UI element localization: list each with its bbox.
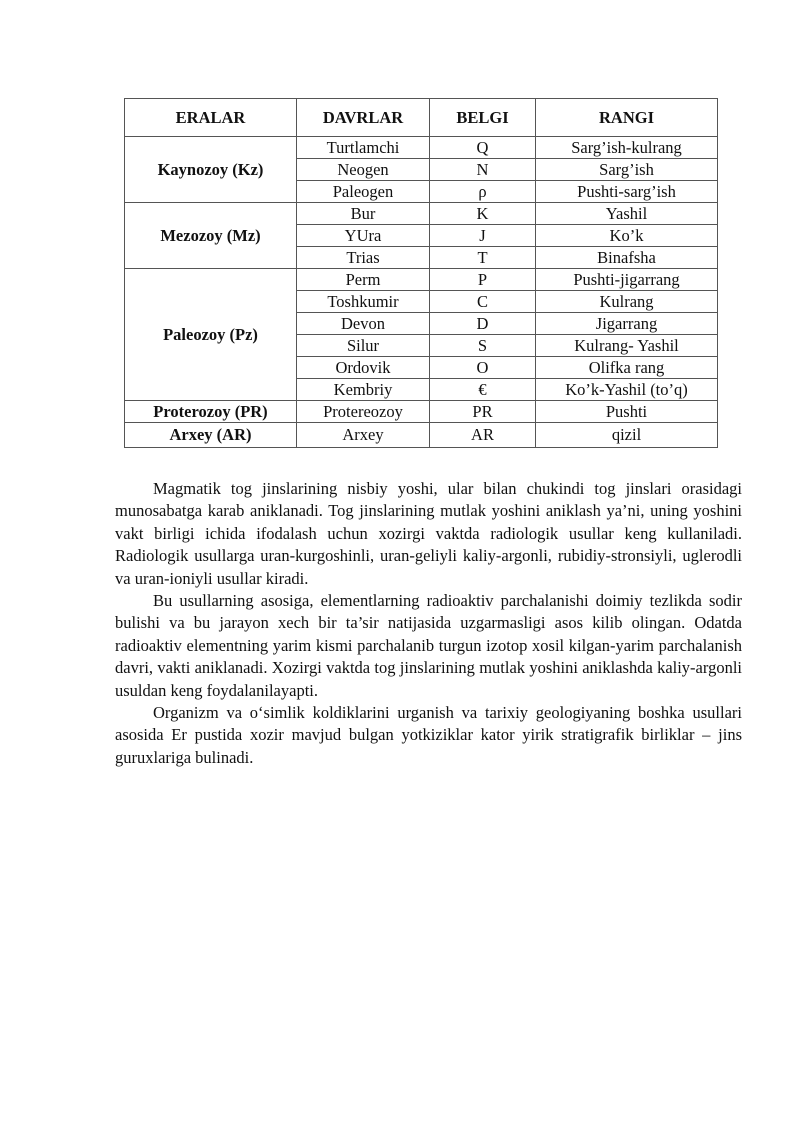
- color-cell: Ko’k-Yashil (to’q): [536, 379, 718, 401]
- symbol-cell: €: [430, 379, 536, 401]
- color-cell: Kulrang: [536, 291, 718, 313]
- color-cell: Pushti: [536, 401, 718, 423]
- symbol-cell: D: [430, 313, 536, 335]
- symbol-cell: ρ: [430, 181, 536, 203]
- period-cell: Silur: [297, 335, 430, 357]
- period-cell: Protereozoy: [297, 401, 430, 423]
- paragraph: Bu usullarning asosiga, elementlarning radioaktiv parchalanishi doimiy tezlikda sodir bulishi va bu jarayon xech bir ta’sir natijasida uzgarmasligi asos kilib olingan. Odatda radioaktiv elementning yarim kismi parchalanib turgun izotop xosil kilgan-yarim parchalanish davri, vakti aniklanadi. Xozirgi vaktda tog jinslarining mutlak yoshini aniklashda kaliy-argonli usuldan keng foydalanilayapti.: [115, 591, 742, 700]
- paragraph: Organizm va o‘simlik koldiklarini urganish va tarixiy geologiyaning boshka usullari asosida Er pustida xozir mavjud bulgan yotkiziklar kator yirik stratigrafik birliklar – jins guruxlariga bulinadi.: [115, 703, 742, 767]
- header-color: RANGI: [536, 99, 718, 137]
- period-cell: Toshkumir: [297, 291, 430, 313]
- table-row: [125, 423, 718, 448]
- symbol-cell: N: [430, 159, 536, 181]
- body-text: [115, 478, 742, 769]
- color-cell: Kulrang- Yashil: [536, 335, 718, 357]
- era-cell: Arxey (AR): [125, 423, 297, 448]
- symbol-cell: T: [430, 247, 536, 269]
- color-cell: Binafsha: [536, 247, 718, 269]
- color-cell: Yashil: [536, 203, 718, 225]
- table-row: [125, 137, 718, 159]
- color-cell: Pushti-sarg’ish: [536, 181, 718, 203]
- color-cell: Olifka rang: [536, 357, 718, 379]
- header-periods: DAVRLAR: [297, 99, 430, 137]
- table-row: [125, 269, 718, 291]
- period-cell: Arxey: [297, 423, 430, 448]
- period-cell: Neogen: [297, 159, 430, 181]
- symbol-cell: AR: [430, 423, 536, 448]
- geologic-eras-table: [124, 98, 718, 448]
- table-row: [125, 401, 718, 423]
- symbol-cell: O: [430, 357, 536, 379]
- color-cell: Ko’k: [536, 225, 718, 247]
- symbol-cell: Q: [430, 137, 536, 159]
- period-cell: Devon: [297, 313, 430, 335]
- period-cell: Ordovik: [297, 357, 430, 379]
- era-cell: Paleozoy (Pz): [125, 269, 297, 401]
- period-cell: Perm: [297, 269, 430, 291]
- symbol-cell: K: [430, 203, 536, 225]
- color-cell: Sarg’ish-kulrang: [536, 137, 718, 159]
- period-cell: YUra: [297, 225, 430, 247]
- era-cell: Proterozoy (PR): [125, 401, 297, 423]
- period-cell: Bur: [297, 203, 430, 225]
- symbol-cell: PR: [430, 401, 536, 423]
- symbol-cell: P: [430, 269, 536, 291]
- period-cell: Trias: [297, 247, 430, 269]
- symbol-cell: J: [430, 225, 536, 247]
- period-cell: Kembriy: [297, 379, 430, 401]
- period-cell: Turtlamchi: [297, 137, 430, 159]
- table-row: [125, 203, 718, 225]
- era-cell: Mezozoy (Mz): [125, 203, 297, 269]
- era-cell: Kaynozoy (Kz): [125, 137, 297, 203]
- table-header-row: [125, 99, 718, 137]
- color-cell: Jigarrang: [536, 313, 718, 335]
- paragraph: Magmatik tog jinslarining nisbiy yoshi, ular bilan chukindi tog jinslari orasidagi munosabatga karab aniklanadi. Tog jinslarining mutlak yoshini aniklash ya’ni, uning yoshini vakt birligi ichida ifodalash uchun xozirgi vaktda radiologik usullar keng kullaniladi. Radiologik usullarga uran-kurgoshinli, uran-geliyli kaliy-argonli, rubidiy-stronsiyli, uglerodli va uran-ioniyli usullar kiradi.: [115, 479, 742, 588]
- color-cell: Pushti-jigarrang: [536, 269, 718, 291]
- color-cell: Sarg’ish: [536, 159, 718, 181]
- header-eras: ERALAR: [125, 99, 297, 137]
- symbol-cell: C: [430, 291, 536, 313]
- color-cell: qizil: [536, 423, 718, 448]
- symbol-cell: S: [430, 335, 536, 357]
- period-cell: Paleogen: [297, 181, 430, 203]
- header-symbol: BELGI: [430, 99, 536, 137]
